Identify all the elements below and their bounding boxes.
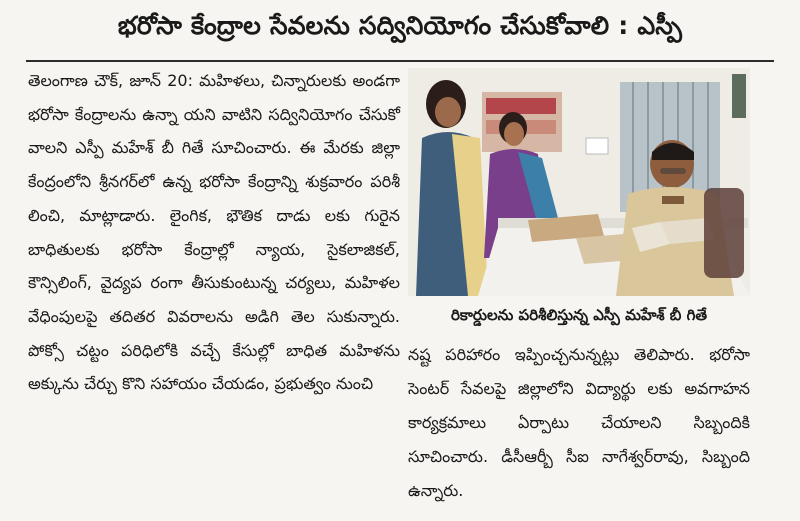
body-right-text: నష్ట పరిహారం ఇప్పించ్చనున్నట్లు తెలిపారు. భరోసా సెంటర్ సేవలపై జిల్లాలోని విద్యార్థు లకు అవగాహన కార్యక్రమాలు ఏర్పాటు చేయాలని సిబ్బందికి సూచించారు. డీసీఆర్బీ సీఐ నాగేశ్వర్‌రావు, సిబ్బంది ఉన్నారు.: [408, 345, 750, 500]
article-body-left: [28, 64, 400, 504]
headline: భరోసా కేంద్రాల సేవలను సద్వినియోగం చేసుకోవాలి : ఎస్పీ: [117, 11, 683, 40]
photo-illustration: [408, 68, 750, 296]
news-photo: [408, 68, 750, 296]
article-body-right: [408, 338, 750, 508]
photo-caption: రికార్డులను పరిశీలిస్తున్న ఎస్పీ మహేశ్ బీ గితే: [450, 306, 708, 324]
body-left-text: తెలంగాణ చౌక్, జూన్ 20: మహిళలు, చిన్నారులకు అండగా భరోసా కేంద్రాలను ఉన్నా యని వాటిని సద్వినియోగం చేసుకో వాలని ఎస్పీ మహేశ్ బీ గితే సూచించారు. ఈ మేరకు జిల్లా కేంద్రంలోని శ్రీనగర్‌లో ఉన్న భరోసా కేంద్రాన్ని శుక్రవారం పరిశీ లించి, మాట్లాడారు. లైంగిక, భౌతిక దాడు లకు గురైన బాధితులకు భరోసా కేంద్రాల్లో న్యాయ, సైకలాజికల్, కౌన్సిలింగ్, వైద్యప రంగా తీసుకుంటున్న చర్యలు, మహిళల వేధింపులపై తదితర వివరాలను అడిగి తెల సుకున్నారు. పోక్సో చట్టం పరిధిలోకి వచ్చే కేసుల్లో బాధిత మహిళను అక్కును చేర్చు కొని సహాయం చేయడం, ప్రభుత్వం నుంచి: [28, 71, 400, 394]
headline-rule: [26, 60, 774, 62]
next-article-fragment: [110, 508, 710, 521]
